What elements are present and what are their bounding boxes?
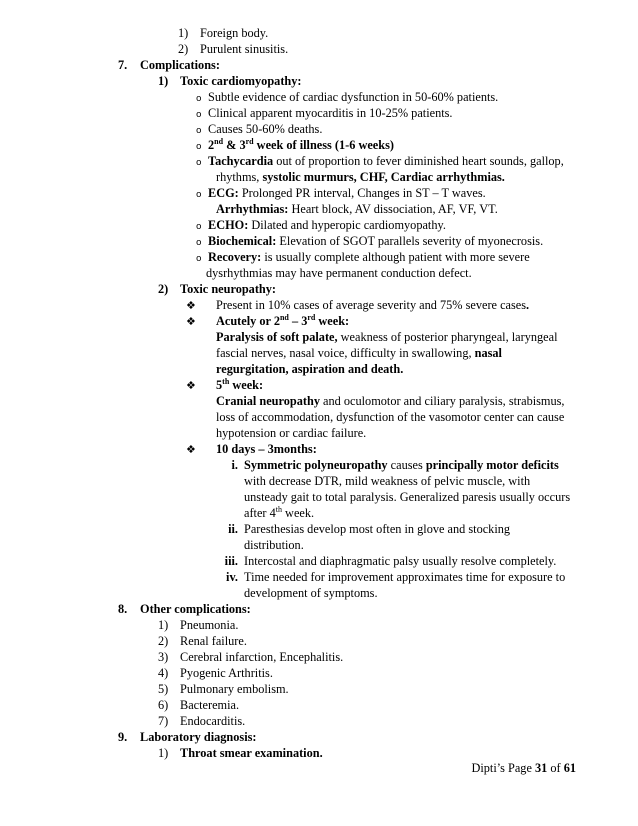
list-item: 2) Renal failure. (158, 634, 247, 648)
list-item: o Clinical apparent myocarditis in 10-25% patients. (196, 105, 453, 123)
paragraph-line: after 4th week. (244, 504, 315, 520)
list-item: o Recovery: is usually complete although patient with more severe (196, 249, 530, 267)
list-item: o Subtle evidence of cardiac dysfunction in 50-60% patients. (196, 89, 498, 107)
paragraph-line: unsteady gait to total paralysis. Generalized paresis usually occurs (244, 490, 571, 504)
paragraph-line: with decrease DTR, mild weakness of pelvic muscle, with (244, 474, 531, 488)
list-item: o ECHO: Dilated and hyperopic cardiomyopathy. (196, 217, 446, 235)
roman-list-item: ii. Paresthesias develop most often in glove and stocking (228, 522, 511, 536)
circle-bullet-icon: o (196, 222, 202, 232)
circle-bullet-icon: o (196, 158, 202, 168)
list-item: ❖ 10 days – 3months: (186, 442, 317, 456)
diamond-bullet-icon: ❖ (186, 379, 196, 392)
paragraph-line: Cranial neuropathy and oculomotor and ciliary paralysis, strabismus, (216, 394, 565, 408)
paragraph-line: hypotension or cardiac failure. (216, 426, 367, 440)
list-item: 4) Pyogenic Arthritis. (158, 666, 273, 680)
subsection-heading-toxic-neuropathy: 2) Toxic neuropathy: (158, 282, 277, 296)
diamond-bullet-icon: ❖ (186, 443, 196, 456)
circle-bullet-icon: o (196, 254, 202, 264)
roman-list-item: iii. Intercostal and diaphragmatic palsy usually resolve completely. (224, 554, 557, 568)
list-item: 5) Pulmonary embolism. (158, 682, 289, 696)
paragraph-line: development of symptoms. (244, 586, 378, 600)
circle-bullet-icon: o (196, 142, 202, 152)
section-heading-complications: 7. Complications: (118, 58, 220, 72)
section-heading-laboratory-diagnosis: 9. Laboratory diagnosis: (118, 730, 257, 744)
list-item: o Causes 50-60% deaths. (196, 121, 322, 139)
circle-bullet-icon: o (196, 94, 202, 104)
paragraph-line: fascial nerves, nasal voice, difficulty in swallowing, nasal (216, 346, 502, 360)
list-item: ❖ 5th week: (186, 376, 264, 392)
list-item: o 2nd & 3rd week of illness (1-6 weeks) (196, 137, 394, 155)
roman-list-item: i. Symmetric polyneuropathy causes principally motor deficits (231, 458, 559, 472)
circle-bullet-icon: o (196, 110, 202, 120)
list-item: 2) Purulent sinusitis. (178, 42, 289, 56)
list-item-continuation: dysrhythmias may have permanent conduction defect. (206, 266, 472, 280)
list-item: 1) Pneumonia. (158, 618, 239, 632)
diamond-bullet-icon: ❖ (186, 299, 196, 312)
list-item-continuation: rhythms, systolic murmurs, CHF, Cardiac arrhythmias. (216, 170, 505, 184)
list-item: ❖ Acutely or 2nd – 3rd week: (186, 312, 350, 328)
paragraph-line: Paralysis of soft palate, weakness of posterior pharyngeal, laryngeal (216, 330, 558, 344)
list-item: 1) Throat smear examination. (158, 746, 323, 760)
subsection-heading-toxic-cardiomyopathy: 1) Toxic cardiomyopathy: (158, 74, 302, 88)
list-item: ❖ Present in 10% cases of average severity and 75% severe cases. (186, 298, 530, 312)
paragraph-line: loss of accommodation, dysfunction of the vasomotor center can cause (216, 410, 565, 424)
list-item: o Tachycardia out of proportion to fever diminished heart sounds, gallop, (196, 153, 564, 171)
list-item: 6) Bacteremia. (158, 698, 240, 712)
section-heading-other-complications: 8. Other complications: (118, 602, 251, 616)
circle-bullet-icon: o (196, 126, 202, 136)
list-item: o ECG: Prolonged PR interval, Changes in ST – T waves. (196, 185, 486, 203)
paragraph-line: regurgitation, aspiration and death. (216, 362, 404, 376)
list-item-continuation: Arrhythmias: Heart block, AV dissociation, AF, VF, VT. (216, 202, 498, 216)
circle-bullet-icon: o (196, 190, 202, 200)
diamond-bullet-icon: ❖ (186, 315, 196, 328)
list-item: 1) Foreign body. (178, 26, 269, 40)
roman-list-item: iv. Time needed for improvement approximates time for exposure to (226, 570, 566, 584)
page-footer: Dipti’s Page 31 of 61 (471, 761, 576, 775)
list-item: o Biochemical: Elevation of SGOT parallels severity of myonecrosis. (196, 233, 543, 251)
paragraph-line: distribution. (244, 538, 304, 552)
list-item: 3) Cerebral infarction, Encephalitis. (158, 650, 344, 664)
list-item: 7) Endocarditis. (158, 714, 246, 728)
circle-bullet-icon: o (196, 238, 202, 248)
